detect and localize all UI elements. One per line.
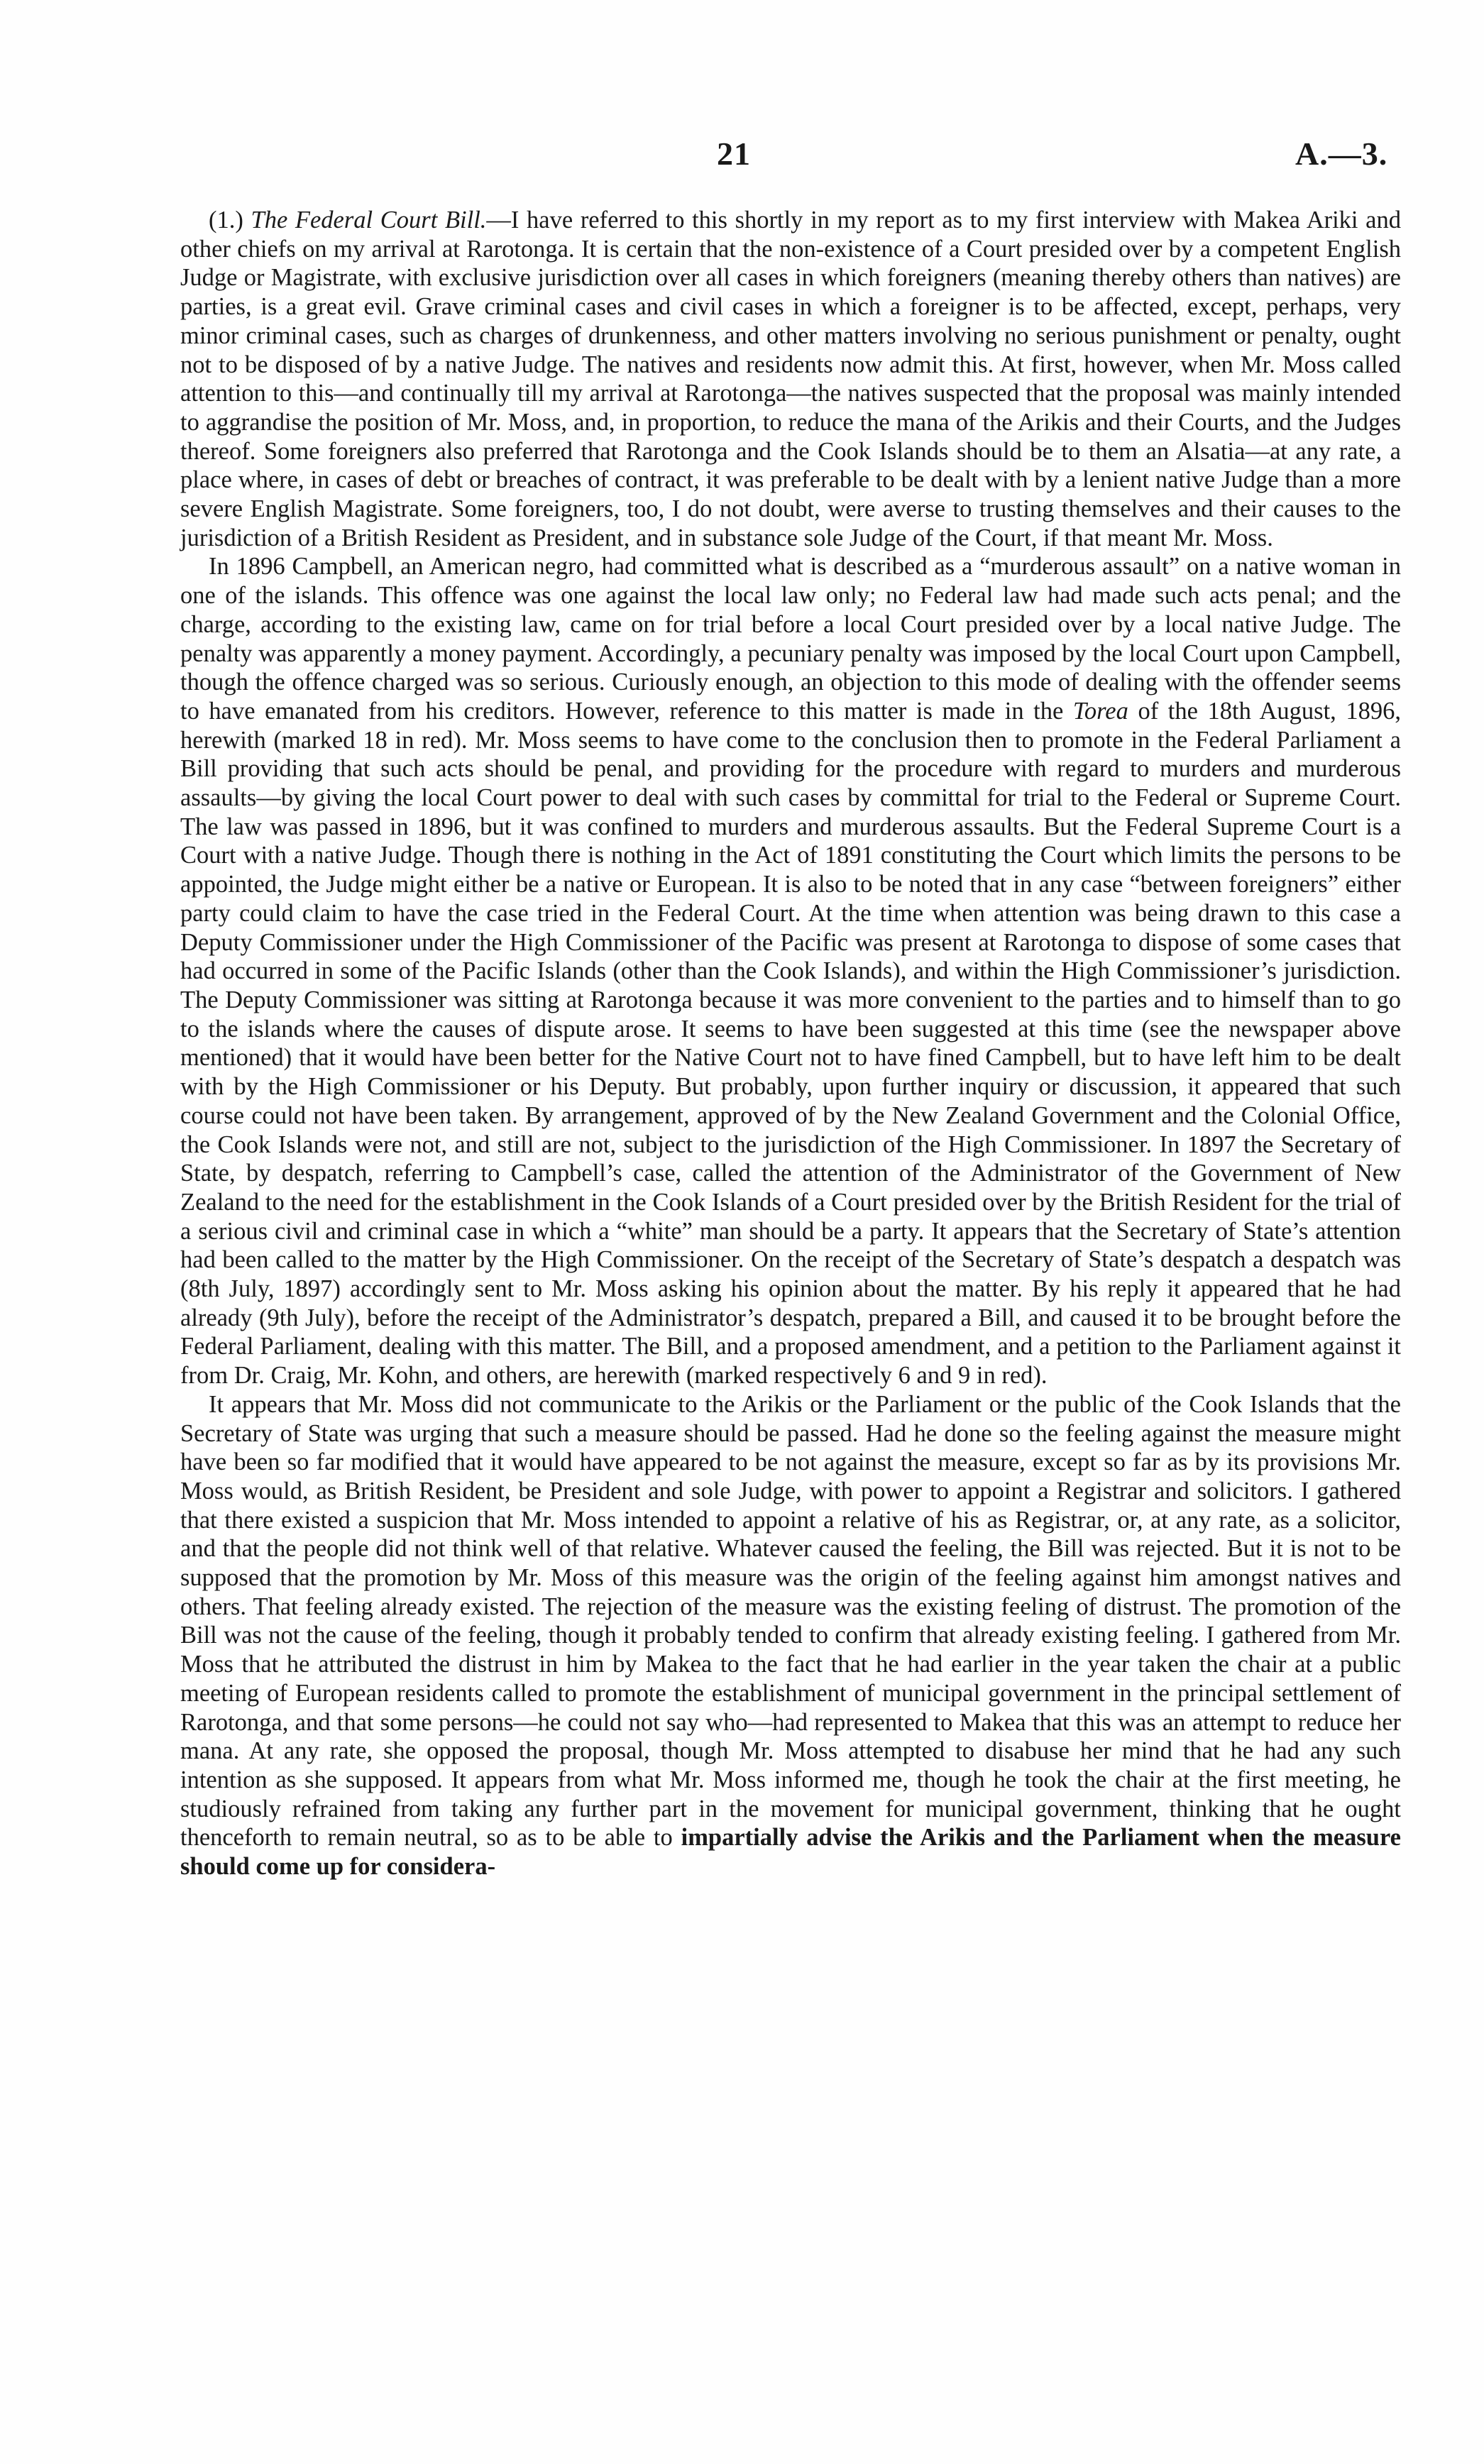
- paragraph-body-start: In 1896 Campbell, an American negro, had committed what is described as a “murderous assault” on a native woman in one of the islands. This offence was one against the local law only; no Federal law had made such acts penal; and the charge, according to the existing law, came on for trial before a local Court presided over by a local native Judge. The penalty was apparently a money payment. Accordingly, a pecuniary penalty was imposed by the local Court upon Campbell, though the offence charged was so serious. Curiously enough, an objection to this mode of dealing with the offender seems to have emanated from his creditors. However, reference to this matter is made in the: [180, 553, 1401, 725]
- page-header: [0, 135, 1484, 185]
- paragraph-body-end: of the 18th August, 1896, herewith (marked 18 in red). Mr. Moss seems to have come to the conclusion then to promote in the Federal Parliament a Bill providing that such acts should be penal, and providing for the procedure with regard to murders and murderous assaults—by giving the local Court power to deal with such cases by committal for trial to the Federal or Supreme Court. The law was passed in 1896, but it was confined to murders and murderous assaults. But the Federal Supreme Court is a Court with a native Judge. Though there is nothing in the Act of 1891 constituting the Court which limits the persons to be appointed, the Judge might either be a native or European. It is also to be noted that in any case “between foreigners” either party could claim to have the case tried in the Federal Court. At the time when attention was being drawn to this case a Deputy Commissioner under the High Commissioner of the Pacific was present at Rarotonga to dispose of some cases that had occurred in some of the Pacific Islands (other than the Cook Islands), and within the High Commissioner’s jurisdiction. The Deputy Commissioner was sitting at Rarotonga because it was more convenient to the parties and to himself than to go to the islands where the causes of dispute arose. It seems to have been suggested at this time (see the newspaper above mentioned) that it would have been better for the Native Court not to have fined Campbell, but to have left him to be dealt with by the High Commissioner or his Deputy. But probably, upon further inquiry or discussion, it appeared that such course could not have been taken. By arrangement, approved of by the New Zealand Government and the Colonial Office, the Cook Islands were not, and still are not, subject to the jurisdiction of the High Commissioner. In 1897 the Secretary of State, by despatch, referring to Campbell’s case, called the attention of the Administrator of the Government of New Zealand to the need for the establishment in the Cook Islands of a Court presided over by the British Resident for the trial of a serious civil and criminal case in which a “white” man should be a party. It appears that the Secretary of State’s attention had been called to the matter by the High Commissioner. On the receipt of the Secretary of State’s despatch a despatch was (8th July, 1897) accordingly sent to Mr. Moss asking his opinion about the matter. By his reply it appeared that he had already (9th July), before the receipt of the Administrator’s despatch, prepared a Bill, and caused it to be brought before the Federal Parliament, dealing with this matter. The Bill, and a proposed amendment, and a petition to the Parliament against it from Dr. Craig, Mr. Kohn, and others, are herewith (marked respectively 6 and 9 in red).: [180, 697, 1401, 1390]
- paragraph-number: (1.): [209, 207, 251, 233]
- paragraph-federal-court-bill: [180, 206, 1401, 552]
- document-reference: A.—3.: [1295, 136, 1388, 172]
- body-text: [180, 206, 1401, 1881]
- paragraph-campbell-case: [180, 552, 1401, 1390]
- newspaper-title: Torea: [1072, 697, 1128, 725]
- paragraph-moss-communication: [180, 1390, 1401, 1881]
- page-number: 21: [717, 136, 751, 172]
- paragraph-final-line: impartially advise the Arikis and the Parliament when the measure should come up for considera-: [180, 1824, 1401, 1881]
- section-title: The Federal Court Bill.: [251, 207, 487, 233]
- paragraph-body: —I have referred to this shortly in my report as to my first interview with Makea Ariki and other chiefs on my arrival at Rarotonga. It is certain that the non-existence of a Court presided over by a competent English Judge or Magistrate, with exclusive jurisdiction over all cases in which foreigners (meaning thereby others than natives) are parties, is a great evil. Grave criminal cases and civil cases in which a foreigner is to be affected, except, perhaps, very minor criminal cases, such as charges of drunkenness, and other matters involving no serious punishment or penalty, ought not to be disposed of by a native Judge. The natives and residents now admit this. At first, however, when Mr. Moss called attention to this—and continually till my arrival at Rarotonga—the natives suspected that the proposal was mainly intended to aggrandise the position of Mr. Moss, and, in proportion, to reduce the mana of the Arikis and their Courts, and the Judges thereof. Some foreigners also preferred that Rarotonga and the Cook Islands should be to them an Alsatia—at any rate, a place where, in cases of debt or breaches of contract, it was preferable to be dealt with by a lenient native Judge than a more severe English Magistrate. Some foreigners, too, I do not doubt, were averse to trusting themselves and their causes to the jurisdiction of a British Resident as President, and in substance sole Judge of the Court, if that meant Mr. Moss.: [180, 207, 1401, 551]
- paragraph-body: It appears that Mr. Moss did not communicate to the Arikis or the Parliament or the public of the Cook Islands that the Secretary of State was urging that such a measure should be passed. Had he done so the feeling against the measure might have been so far modified that it would have appeared to be not against the measure, except so far as by its provisions Mr. Moss would, as British Resident, be President and sole Judge, with power to appoint a Registrar and solicitors. I gathered that there existed a suspicion that Mr. Moss intended to appoint a relative of his as Registrar, or, at any rate, as a solicitor, and that the people did not think well of that relative. Whatever caused the feeling, the Bill was rejected. But it is not to be supposed that the promotion by Mr. Moss of this measure was the origin of the feeling against him amongst natives and others. That feeling already existed. The rejection of the measure was the existing feeling of distrust. The promotion of the Bill was not the cause of the feeling, though it probably tended to confirm that already existing feeling. I gathered from Mr. Moss that he attributed the distrust in him by Makea to the fact that he had earlier in the year taken the chair at a public meeting of European residents called to promote the establishment of municipal government in the principal settlement of Rarotonga, and that some persons—he could not say who—had represented to Makea that this was an attempt to reduce her mana. At any rate, she opposed the proposal, though Mr. Moss attempted to disabuse her mind that he had any such intention as she supposed. It appears from what Mr. Moss informed me, though he took the chair at the first meeting, he studiously refrained from taking any further part in the movement for municipal government, thinking that he ought thenceforth to remain neutral, so as to be able to: [180, 1390, 1401, 1852]
